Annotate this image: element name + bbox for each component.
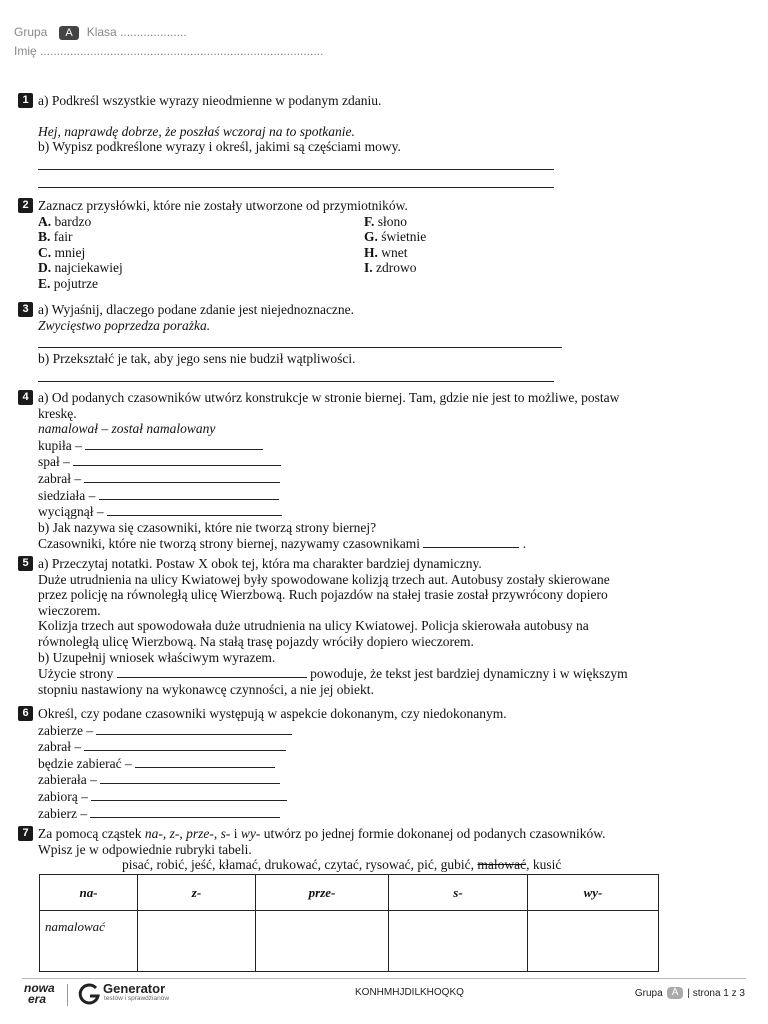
q4-part-a: a) Od podanych czasowników utwórz konstrukcje w stronie biernej. Tam, gdzie nie jest to możliwe, postaw: [38, 390, 620, 405]
question-1: [18, 93, 578, 188]
table-cell[interactable]: [138, 911, 256, 972]
q5-fill: Użycie strony powoduje, że tekst jest bardziej dynamiczny i w większym: [38, 666, 628, 682]
question-number: 7: [18, 826, 33, 841]
q7-verb-list: pisać, robić, jeść, kłamać, drukować, czytać, rysować, pić, gubić, malować, kusić: [122, 857, 562, 873]
document-code: KONHMHJDILKHOQKQ: [355, 987, 464, 998]
q2-instruction: Zaznacz przysłówki, które nie zostały utworzone od przymiotników.: [38, 198, 408, 213]
question-number: 5: [18, 556, 33, 571]
answer-blank[interactable]: [117, 665, 307, 678]
table-header-row: [40, 875, 659, 911]
answer-blank[interactable]: [107, 503, 282, 516]
table-cell[interactable]: [389, 911, 528, 972]
q4-example: namalował – został namalowany: [38, 421, 216, 437]
q3-sentence: Zwycięstwo poprzedza porażka.: [38, 317, 211, 333]
answer-blank[interactable]: [100, 771, 280, 784]
answer-blank[interactable]: [96, 722, 292, 735]
q5-part-b: b) Uzupełnij wniosek właściwym wyrazem.: [38, 649, 276, 665]
option[interactable]: A. bardzo: [38, 213, 92, 229]
nowa-era-logo: nowa era: [24, 981, 55, 1006]
q4-item: spał –: [38, 453, 678, 470]
page-indicator: [635, 987, 745, 999]
table-header-cell: na-: [40, 875, 138, 911]
q5-last-line: stopniu nastawiony na wykonawcę czynności, a nie jej obiekt.: [38, 681, 374, 697]
answer-line[interactable]: [38, 367, 554, 382]
answer-blank[interactable]: [423, 535, 519, 548]
header-group-row: [14, 25, 187, 40]
answer-line[interactable]: [38, 155, 554, 170]
q6-item: zabierz –: [38, 805, 658, 822]
table-cell[interactable]: [528, 911, 659, 972]
question-4: [18, 390, 678, 552]
option[interactable]: D. najciekawiej: [38, 260, 123, 276]
q6-item: zabierała –: [38, 771, 658, 788]
q5-line: a) Przeczytaj notatki. Postaw X obok tej, która ma charakter bardziej dynamiczny.: [38, 556, 482, 571]
q1-sentence: Hej, naprawdę dobrze, że poszłaś wczoraj na to spotkanie.: [38, 123, 355, 139]
q4-item: siedziała –: [38, 487, 678, 504]
answer-blank[interactable]: [84, 738, 286, 751]
q7-instruction-cont: Wpisz je w odpowiednie rubryki tabeli.: [38, 841, 252, 857]
q5-note-1[interactable]: Duże utrudnienia na ulicy Kwiatowej były spowodowane kolizją trzech aut. Autobusy zostały skierowane: [38, 571, 610, 587]
question-number: 2: [18, 198, 33, 213]
answer-blank[interactable]: [90, 805, 280, 818]
option[interactable]: B. fair: [38, 229, 73, 245]
q4-fill: Czasowniki, które nie tworzą strony biernej, nazywamy czasownikami .: [38, 536, 527, 552]
question-7: [18, 826, 718, 873]
q2-options-left: [38, 214, 364, 292]
question-number: 3: [18, 302, 33, 317]
table-cell-example: namalować: [40, 911, 138, 972]
option[interactable]: G. świetnie: [364, 229, 427, 245]
generator-logo-icon: [77, 982, 101, 1011]
answer-blank[interactable]: [73, 453, 281, 466]
q4-item: zabrał –: [38, 470, 678, 487]
footer-group-badge: A: [667, 987, 684, 999]
answer-blank[interactable]: [91, 788, 287, 801]
q4-part-b: b) Jak nazywa się czasowniki, które nie tworzą strony biernej?: [38, 519, 377, 535]
q4-part-a-cont: kreskę.: [38, 405, 77, 421]
q7-instruction: Za pomocą cząstek na-, z-, prze-, s- i wy- utwórz po jednej formie dokonanej od podanych czasowników.: [38, 826, 606, 841]
answer-blank[interactable]: [99, 487, 279, 500]
option[interactable]: F. słono: [364, 213, 408, 229]
name-field: Imię .....................................................................................: [14, 44, 324, 58]
class-label: Klasa ....................: [86, 25, 187, 39]
question-3: [18, 302, 578, 382]
q2-options-right: [364, 214, 690, 292]
option[interactable]: C. mniej: [38, 244, 86, 260]
struck-verb: malować: [477, 857, 527, 873]
question-6: [18, 706, 658, 821]
question-5: [18, 556, 698, 697]
generator-logo-text: Generator: [103, 981, 166, 996]
q6-item: zabierze –: [38, 722, 658, 739]
footer-group-label: Grupa: [634, 987, 663, 999]
answer-blank[interactable]: [85, 437, 263, 450]
table-header-cell: prze-: [256, 875, 389, 911]
q5-note-1: wieczorem.: [38, 602, 101, 618]
question-number: 4: [18, 390, 33, 405]
answer-blank[interactable]: [135, 755, 275, 768]
group-label: Grupa: [14, 25, 48, 39]
q3-part-a: a) Wyjaśnij, dlaczego podane zdanie jest niejednoznaczne.: [38, 302, 355, 317]
table-header-cell: s-: [389, 875, 528, 911]
group-badge: A: [59, 26, 78, 40]
q3-part-b: b) Przekształć je tak, aby jego sens nie budził wątpliwości.: [38, 351, 356, 367]
page-footer: [0, 978, 768, 1024]
q6-item: zabiorą –: [38, 788, 658, 805]
page-number: | strona 1 z 3: [687, 987, 745, 999]
table-row: [40, 911, 659, 972]
answer-line[interactable]: [38, 333, 562, 348]
option[interactable]: E. pojutrze: [38, 275, 98, 291]
q5-note-2: równoległą ulicę Wierzbową. Na stałą trasę pojazdy wróciły dopiero wieczorem.: [38, 633, 474, 649]
option[interactable]: H. wnet: [364, 244, 408, 260]
q5-note-1: przez policję na równoległą ulicę Wierzbową. Ruch pojazdów na stałej trasie został przywrócony dopiero: [38, 587, 608, 603]
question-number: 6: [18, 706, 33, 721]
table-header-cell: wy-: [528, 875, 659, 911]
q1-part-a: a) Podkreśl wszystkie wyrazy nieodmienne w podanym zdaniu.: [38, 93, 382, 108]
table-header-cell: z-: [138, 875, 256, 911]
answer-blank[interactable]: [84, 470, 280, 483]
table-cell[interactable]: [256, 911, 389, 972]
q6-instruction: Określ, czy podane czasowniki występują w aspekcie dokonanym, czy niedokonanym.: [38, 706, 507, 721]
q6-item: zabrał –: [38, 738, 658, 755]
q6-item: będzie zabierać –: [38, 755, 658, 772]
q4-item: kupiła –: [38, 437, 678, 454]
generator-subtitle: testów i sprawdzianów: [104, 995, 170, 1002]
q1-part-b: b) Wypisz podkreślone wyrazy i określ, jakimi są częściami mowy.: [38, 139, 401, 155]
answer-line[interactable]: [38, 170, 554, 188]
q5-note-2[interactable]: Kolizja trzech aut spowodowała duże utrudnienia na ulicy Kwiatowej. Policja skierowała autobusy na: [38, 618, 589, 634]
q7-answer-table: [39, 874, 659, 972]
question-number: 1: [18, 93, 33, 108]
q4-item: wyciągnął –: [38, 503, 678, 520]
question-2: [18, 198, 718, 292]
option[interactable]: I. zdrowo: [364, 260, 417, 276]
